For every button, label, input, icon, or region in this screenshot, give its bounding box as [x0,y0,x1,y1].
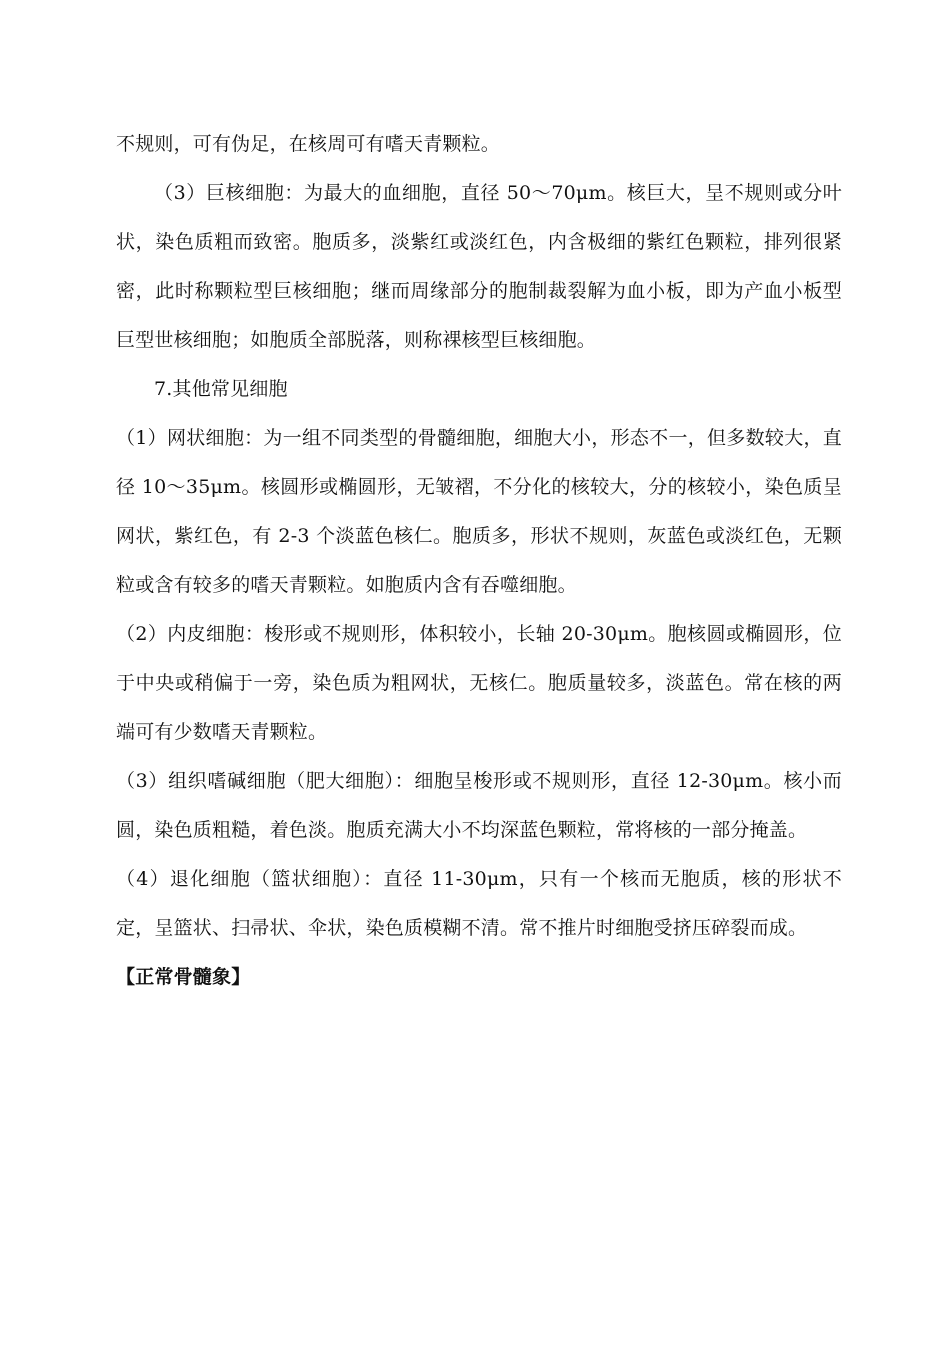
section-heading-normal-marrow: 【正常骨髓象】 [116,966,251,988]
paragraph-degenerated-cell: （4）退化细胞（篮状细胞）：直径 11-30μm，只有一个核而无胞质，核的形状不定，呈篮状、扫帚状、伞状，染色质模糊不清。常不推片时细胞受挤压碎裂而成。 [116,868,842,939]
paragraph-mast-cell: （3）组织嗜碱细胞（肥大细胞）：细胞呈梭形或不规则形，直径 12-30μm。核小而圆，染色质粗糙，着色淡。胞质充满大小不均深蓝色颗粒，常将核的一部分掩盖。 [116,770,842,841]
page-content [116,120,842,1002]
paragraph-megakaryocyte: （3）巨核细胞：为最大的血细胞，直径 50～70μm。核巨大，呈不规则或分叶状，染色质粗而致密。胞质多，淡紫红或淡红色，内含极细的紫红色颗粒，排列很紧密，此时称颗粒型巨核细胞；继而周缘部分的胞制裁裂解为血小板，即为产血小板型巨型世核细胞；如胞质全部脱落，则称裸核型巨核细胞。 [116,182,842,351]
paragraph-continuation: 不规则，可有伪足，在核周可有嗜天青颗粒。 [116,133,501,155]
paragraph-endothelial-cell: （2）内皮细胞：梭形或不规则形，体积较小，长轴 20-30μm。胞核圆或椭圆形，位于中央或稍偏于一旁，染色质为粗网状，无核仁。胞质量较多，淡蓝色。常在核的两端可有少数嗜天青颗粒。 [116,623,842,743]
section-heading-other-cells: 7.其他常见细胞 [154,378,288,400]
paragraph-reticular-cell: （1）网状细胞：为一组不同类型的骨髓细胞，细胞大小，形态不一，但多数较大，直径 10～35μm。核圆形或椭圆形，无皱褶，不分化的核较大，分的核较小，染色质呈网状，紫红色，有 2-3 个淡蓝色核仁。胞质多，形状不规则，灰蓝色或淡红色，无颗粒或含有较多的嗜天青颗粒。如胞质内含有吞噬细胞。 [116,427,842,596]
